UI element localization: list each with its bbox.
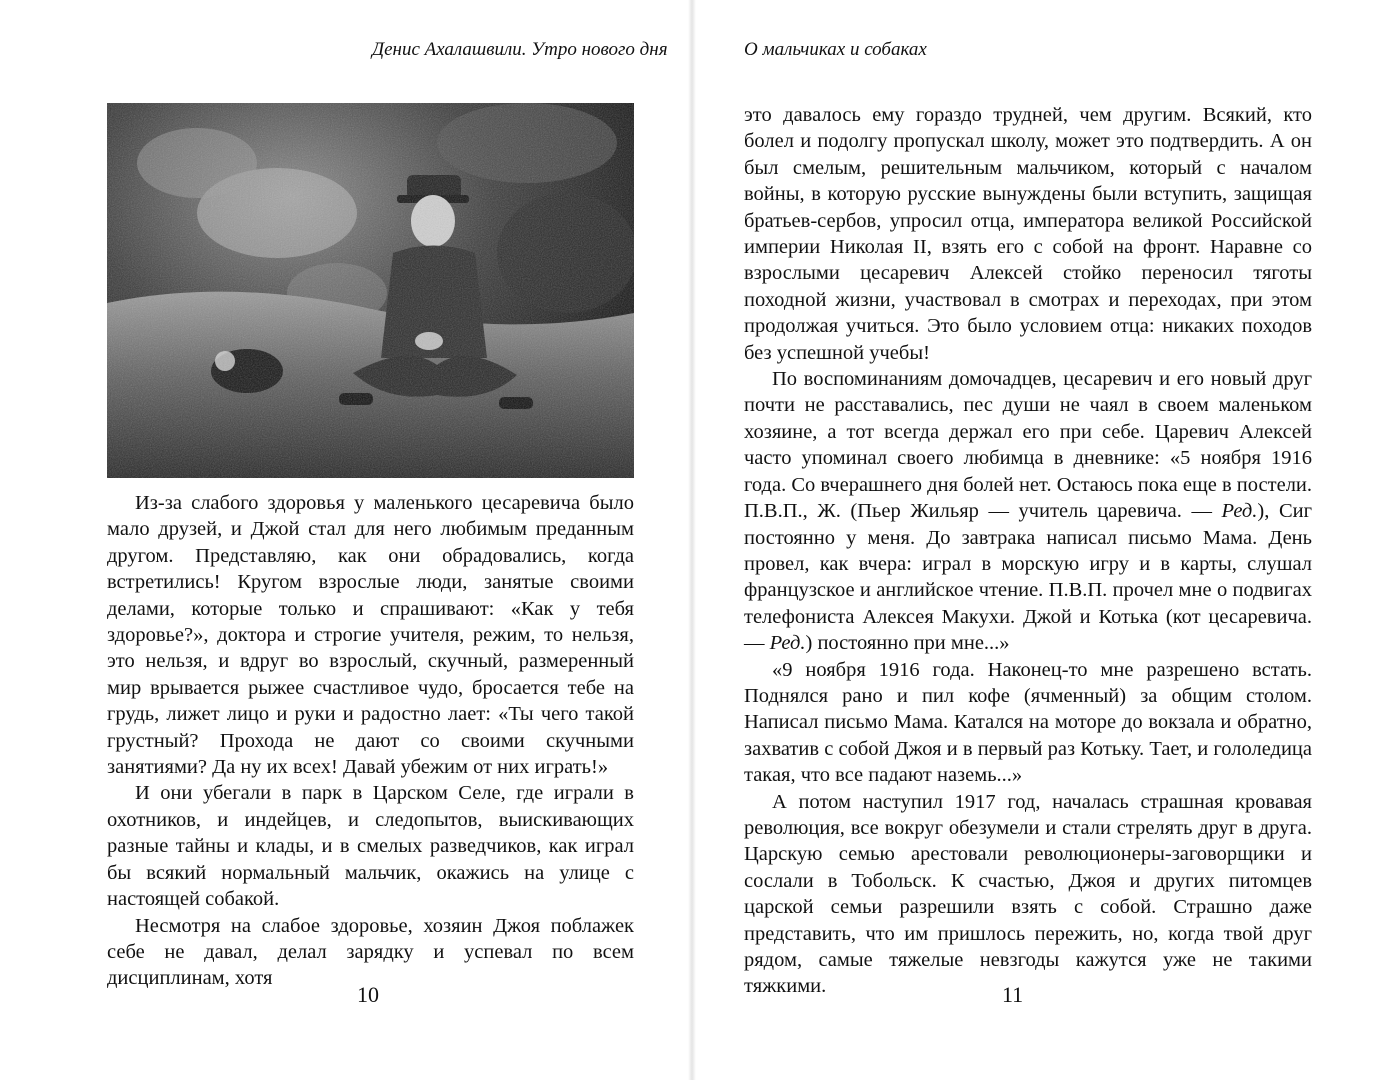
photo-boy-in-uniform-with-dog [107,103,634,478]
page-number: 11 [1002,982,1024,1007]
paragraph: Несмотря на слабое здоровье, хозяин Джоя поблажек себе не давал, делал зарядку и успевал по всем дисциплинам, хотя [107,914,634,990]
running-head-chapter: О мальчиках и собаках [744,39,927,60]
paragraph: Из-за слабого здоровья у маленького цесаревича было мало друзей, и Джой стал для него любимым преданным другом. Представляю, как они обрадовались, когда встретились! Кругом взрослые люди, занятые своими делами, которые только и спрашивают: «Как у тебя здоровье?», доктора и строгие учителя, режим, то нельзя, это нельзя, и вдруг во взрослый, скучный, размеренный мир врывается рыжее счастливое чудо, бросается тебе на грудь, лижет лицо и руки и радостно лает: «Ты чего такой грустный? Прохода не дают со своими скучными занятиями? Да ну их всех! Давай убежим от них играть!» [107,492,634,779]
paragraph: А потом наступил 1917 год, началась страшная кровавая революция, все вокруг обезумели и стали стрелять друг в друга. Царскую семью арестовали революционеры-заговорщики и сослали в Тобольск. К счастью, Джоя и других питомцев царской семьи разрешили взять с собой. Страшно даже представить, что им пришлось пережить, но, когда твой друг рядом, самые тяжелые невзгоды кажутся уже не такими тяжкими. [744,790,1312,998]
page-number: 10 [357,982,379,1007]
editor-note: Ред. [1221,500,1258,523]
left-body-text [107,490,634,992]
paragraph: И они убегали в парк в Царском Селе, где играли в охотников, и индейцев, и следопытов, выискивающих разные тайны и клады, и в смелых разведчиков, как играл бы всякий нормальный мальчик, окажись на улице с настоящей собакой. [107,782,634,911]
right-body-text [744,102,1312,1000]
paragraph-continued: это давалось ему гораздо трудней, чем другим. Всякий, кто болел и подолгу пропускал школу, может это подтвердить. А он был смелым, решительным мальчиком, который с началом войны, в которую русские вынуждены были вступить, защищая братьев-сербов, упросил отца, императора великой Российской империи Николая II, взять его с собой на фронт. Наравне со взрослыми цесаревич Алексей стойко переносил тяготы походной жизни, участвовал в смотрах и переходах, при этом продолжая учиться. Это было условием отца: никаких походов без успешной учебы! [744,104,1312,364]
editor-note: Ред. [769,632,806,655]
paragraph: «9 ноября 1916 года. Наконец-то мне разрешено встать. Поднялся рано и пил кофе (ячменный) за общим столом. Написал письмо Мама. Катался на моторе до вокзала и обратно, захватив с собой Джоя и в первый раз Котьку. Тает, и гололедица такая, что все падают наземь...» [744,658,1312,787]
paragraph-diary: По воспоминаниям домочадцев, цесаревич и его новый друг почти не расставались, пес души не чаял в своем маленьком хозяине, а тот всегда держал его при себе. Царевич Алексей часто упоминал своего любимца в дневнике: «5 ноября 1916 года. Со вчерашнего дня болей нет. Остаюсь пока еще в постели. П.В.П., Ж. (Пьер Жильяр — учитель царевича. — Ред.), Сиг постоянно у меня. До завтрака написал письмо Мама. День провел, как вчера: играл в морскую игру и в карты, слушал французское и английское чтение. П.В.П. прочел мне о подвигах телефониста Алексея Макухи. Джой и Котька (кот цесаревича. — Ред.) постоянно при мне...» [744,368,1313,655]
running-head-author-title: Денис Ахалашвили. Утро нового дня [372,39,668,60]
right-page [692,0,1384,1080]
